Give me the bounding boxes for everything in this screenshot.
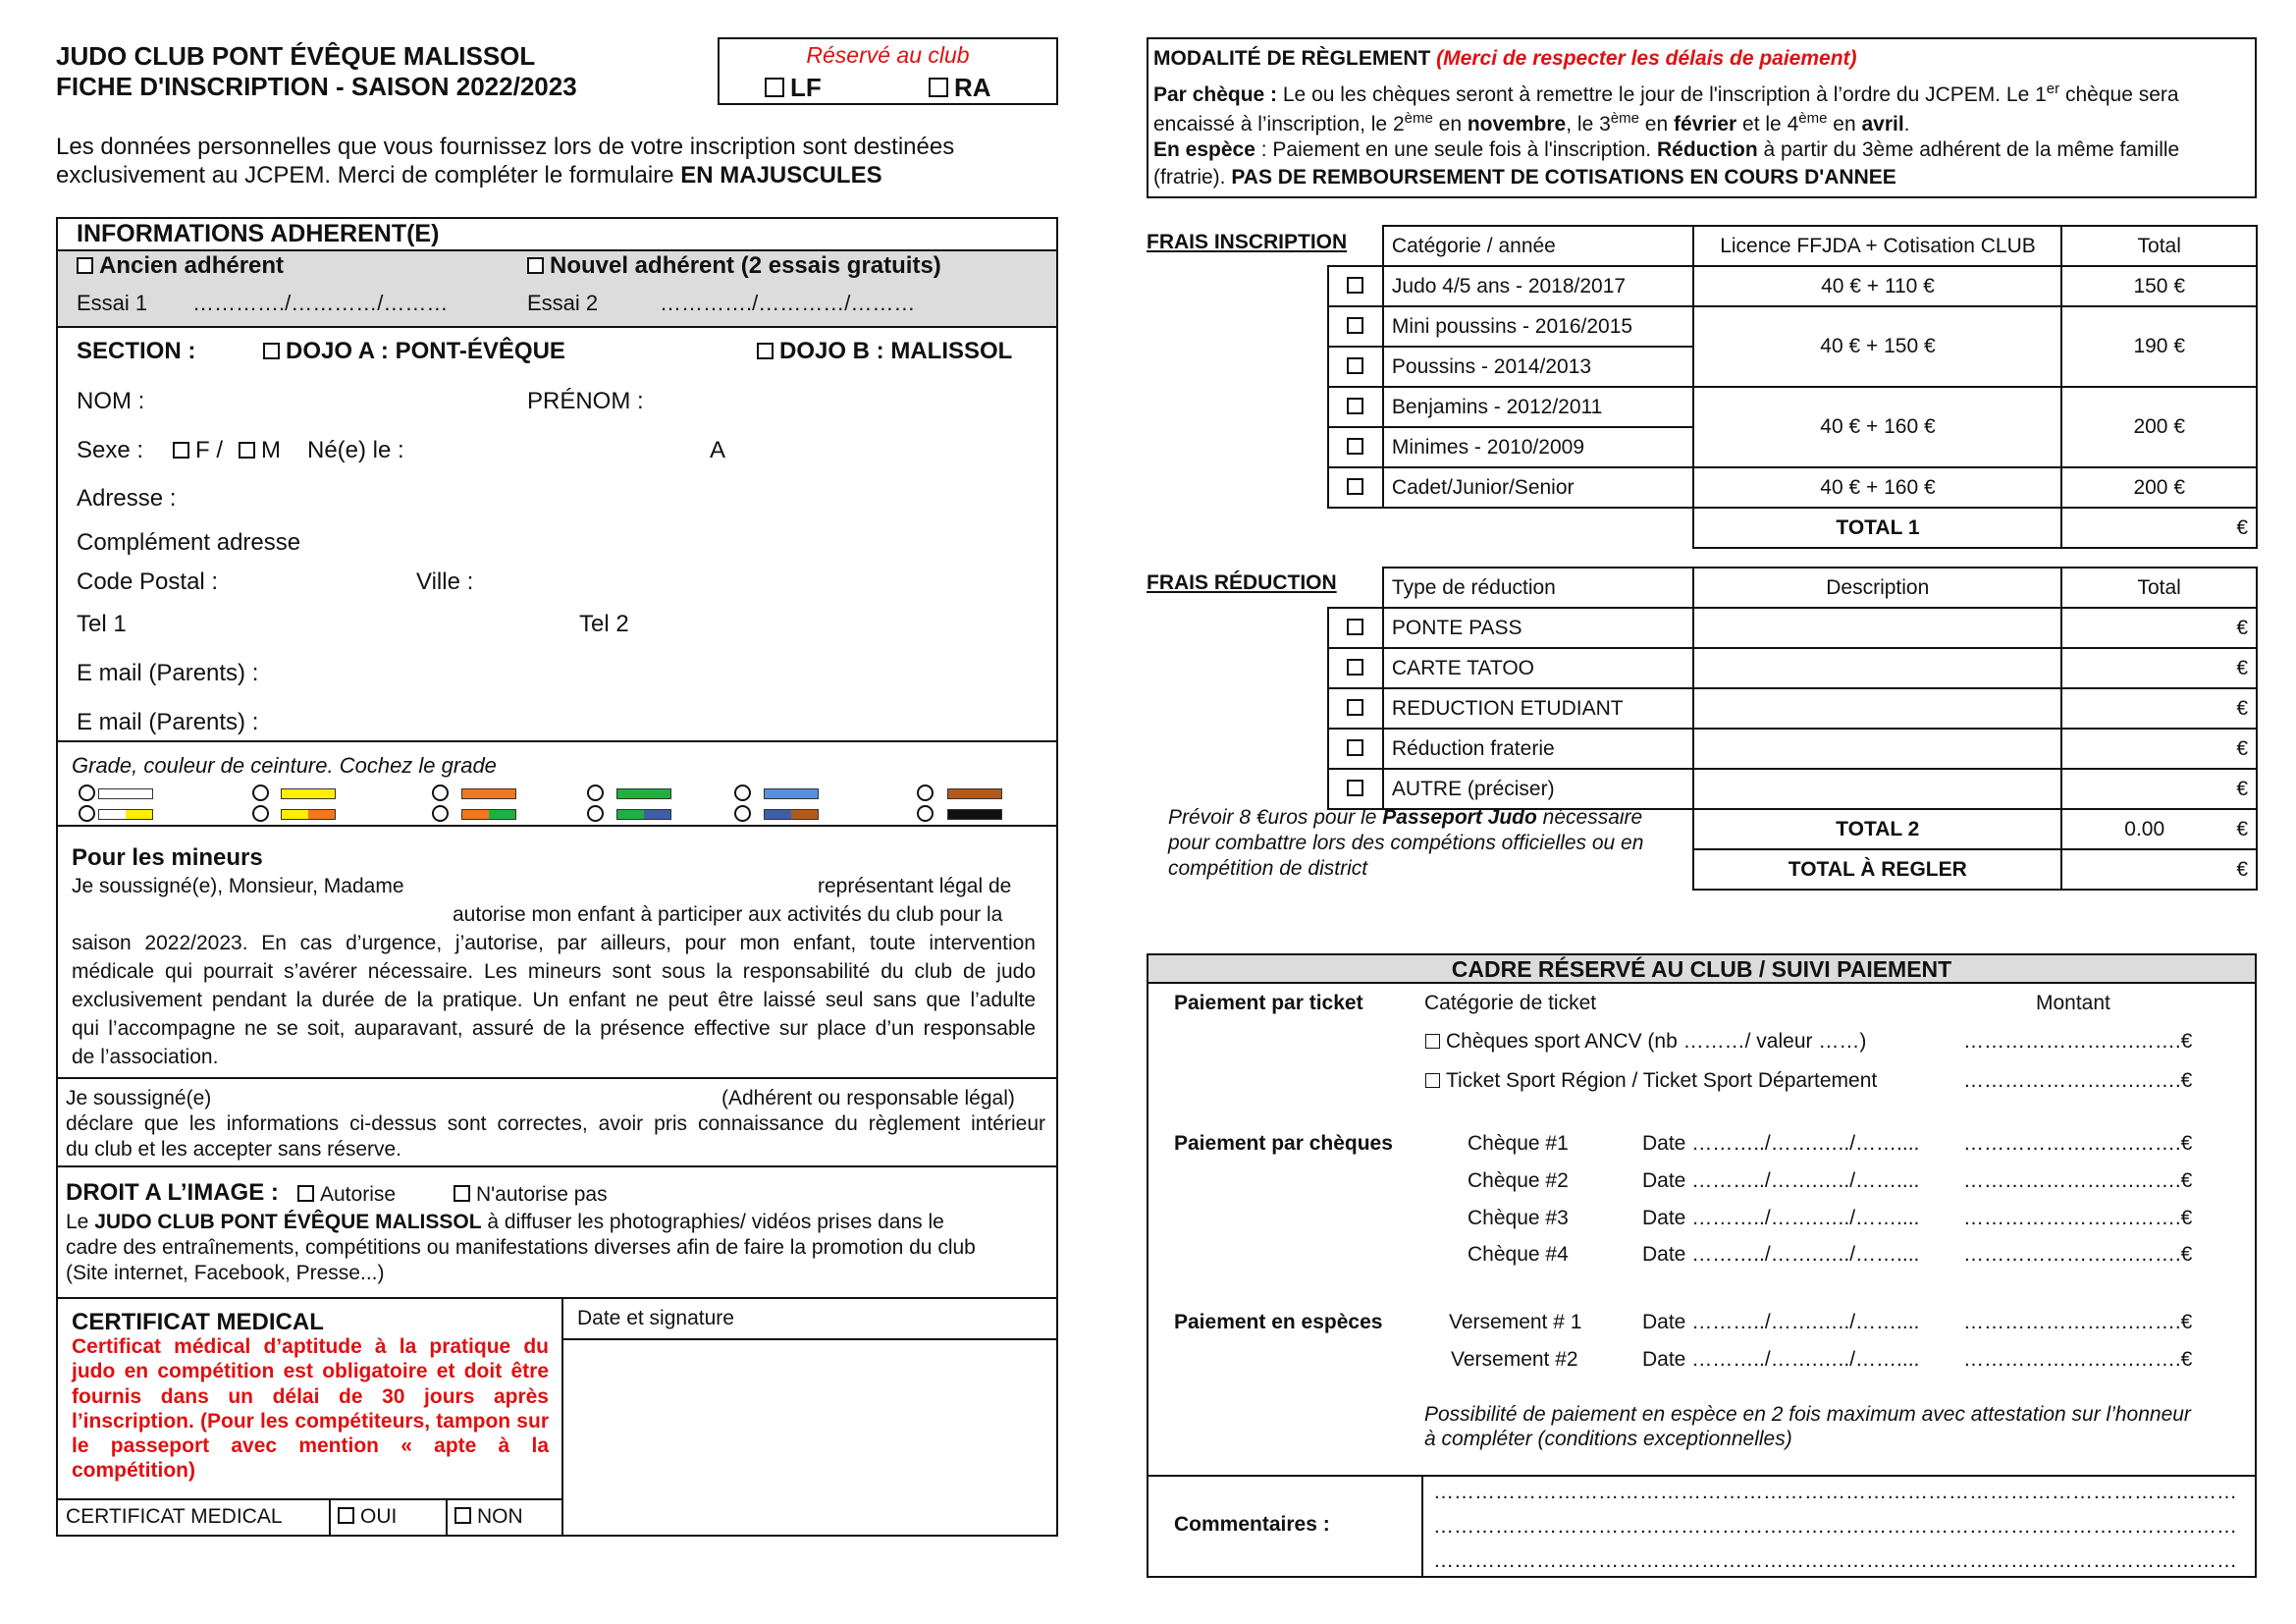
mineurs-line-1a: Je soussigné(e), Monsieur, Madame <box>72 875 404 897</box>
description-cell[interactable] <box>1693 729 2061 769</box>
cheque-3-amount[interactable]: …………………….…….€ <box>1963 1207 2193 1229</box>
header-description: Description <box>1693 568 2061 608</box>
cheque-3-label: Chèque #3 <box>1468 1207 1569 1229</box>
certificat-footer-label: CERTIFICAT MEDICAL <box>66 1505 283 1528</box>
region-amount[interactable]: …………………….…….€ <box>1963 1069 2193 1092</box>
mineurs-line-2: autorise mon enfant à participer aux activités du club pour la <box>453 903 1003 926</box>
belt-swatch <box>98 788 153 799</box>
decl-line-3: du club et les accepter sans réserve. <box>66 1138 402 1161</box>
category-cell: Cadet/Junior/Senior <box>1383 467 1694 508</box>
image-line-1: Le JUDO CLUB PONT ÉVÊQUE MALISSOL à diffuser les photographies/ vidéos prises dans le <box>66 1211 944 1233</box>
reduction-total-cell[interactable]: € <box>2061 729 2257 769</box>
belt-swatch <box>616 809 671 820</box>
ticket-label: Paiement par ticket <box>1174 992 1363 1014</box>
essai2-label: Essai 2 <box>527 291 599 315</box>
ra-checkbox[interactable] <box>929 78 948 97</box>
dojo-b-option[interactable]: DOJO B : MALISSOL <box>757 338 1012 365</box>
belt-swatch <box>281 788 336 799</box>
nouvel-option[interactable]: Nouvel adhérent (2 essais gratuits) <box>527 252 941 280</box>
mineurs-line-5: exclusivement pendant la durée de la pratique. Un enfant ne peut être laissé seul sans que l’adulte <box>72 989 1036 1011</box>
frais-reduction-label: FRAIS RÉDUCTION <box>1147 571 1337 594</box>
description-cell[interactable] <box>1693 688 2061 729</box>
image-line-3: (Site internet, Facebook, Presse...) <box>66 1262 385 1284</box>
adherent-title: INFORMATIONS ADHERENT(E) <box>77 220 440 247</box>
passeport-note-3: compétition de district <box>1168 857 1368 880</box>
email1-label: E mail (Parents) : <box>77 660 259 686</box>
autorise-option[interactable]: Autorise <box>297 1183 396 1207</box>
ancien-checkbox[interactable] <box>77 257 93 274</box>
belt-swatch <box>764 809 819 820</box>
tel1-label: Tel 1 <box>77 611 127 637</box>
category-cell: Benjamins - 2012/2011 <box>1383 387 1694 427</box>
autorise-checkbox[interactable] <box>297 1185 314 1202</box>
versement-1-label: Versement # 1 <box>1449 1311 1582 1333</box>
reduction-type-cell: AUTRE (préciser) <box>1383 769 1693 809</box>
reduction-type-cell: REDUCTION ETUDIANT <box>1383 688 1693 729</box>
f-checkbox[interactable] <box>173 442 189 459</box>
mineurs-line-4: médicale qui pourrait s’avérer nécessaire. Les mineurs sont sous la responsabilité du club de judo <box>72 960 1036 983</box>
belt-swatch <box>947 809 1002 820</box>
total1-label: TOTAL 1 <box>1693 508 2061 548</box>
decl-line-1b: (Adhérent ou responsable légal) <box>721 1087 1015 1110</box>
lf-checkbox[interactable] <box>765 78 784 97</box>
reglement-line-1: Par chèque : Le ou les chèques seront à remettre le jour de l'inscription à l’ordre du JCPEM. Le 1er chèque sera <box>1153 81 2179 106</box>
licence-cell: 40 € + 110 € <box>1693 266 2061 306</box>
oui-checkbox[interactable] <box>338 1507 354 1524</box>
intro-line-2: exclusivement au JCPEM. Merci de compléter le formulaire EN MAJUSCULES <box>56 162 882 189</box>
belt-swatch <box>461 809 516 820</box>
total2-value[interactable]: 0.00 € <box>2061 809 2257 849</box>
montant-header: Montant <box>2036 992 2110 1014</box>
inscription-row-checkbox[interactable] <box>1328 306 1383 347</box>
signature-area[interactable] <box>577 1341 1056 1496</box>
versement-1-date[interactable]: Date ………../…….…../…….... <box>1642 1311 1920 1333</box>
reduction-total-cell[interactable]: € <box>2061 769 2257 809</box>
versement-2-date[interactable]: Date ………../…….…../…….... <box>1642 1348 1920 1371</box>
total-cell: 150 € <box>2061 266 2257 306</box>
image-line-2: cadre des entraînements, compétitions ou manifestations diverses afin de faire la promotion du club <box>66 1236 976 1259</box>
naissance-label: Né(e) le : <box>307 437 404 463</box>
cheque-3-date[interactable]: Date ………../…….…../…….... <box>1642 1207 1920 1229</box>
nouvel-checkbox[interactable] <box>527 257 544 274</box>
inscription-row-checkbox[interactable] <box>1328 347 1383 387</box>
sexe-m-option[interactable]: M <box>239 437 281 464</box>
reserve-label: Réservé au club <box>806 42 970 68</box>
category-cell: Poussins - 2014/2013 <box>1383 347 1694 387</box>
dojo-a-checkbox[interactable] <box>263 343 280 359</box>
inscription-row-checkbox[interactable] <box>1328 266 1383 306</box>
reduction-row-checkbox[interactable] <box>1328 688 1383 729</box>
cheque-4-label: Chèque #4 <box>1468 1243 1569 1266</box>
especes-note-2: à compléter (conditions exceptionnelles) <box>1424 1428 1792 1450</box>
header-total: Total <box>2061 226 2257 266</box>
versement-1-amount[interactable]: …………………….…….€ <box>1963 1311 2193 1333</box>
total-cell: 200 € <box>2061 387 2257 467</box>
belt-swatch <box>947 788 1002 799</box>
commentaire-line-3[interactable]: ……………………………………………………………………………………………………… <box>1433 1549 2237 1572</box>
grade-radio[interactable] <box>587 785 604 801</box>
ancien-option[interactable]: Ancien adhérent <box>77 252 284 280</box>
header-total: Total <box>2061 568 2257 608</box>
reglement-line-3: En espèce : Paiement en une seule fois à l'inscription. Réduction à partir du 3ème adhérent de la même famille <box>1153 138 2180 161</box>
dojo-a-option[interactable]: DOJO A : PONT-ÉVÊQUE <box>263 338 565 365</box>
cheque-4-date[interactable]: Date ………../…….…../…….... <box>1642 1243 1920 1266</box>
licence-cell: 40 € + 160 € <box>1693 387 2061 467</box>
grade-radio[interactable] <box>734 785 751 801</box>
belt-swatch <box>764 788 819 799</box>
commentaire-line-2[interactable]: ……………………………………………………………………………………………………… <box>1433 1515 2237 1538</box>
inscription-row-checkbox[interactable] <box>1328 387 1383 427</box>
reduction-total-cell[interactable]: € <box>2061 688 2257 729</box>
certif-non-option[interactable]: NON <box>454 1505 523 1529</box>
cp-label: Code Postal : <box>77 568 219 595</box>
cheque-2-label: Chèque #2 <box>1468 1169 1569 1192</box>
especes-note-1: Possibilité de paiement en espèce en 2 fois maximum avec attestation sur l’honneur <box>1424 1403 2191 1426</box>
description-cell[interactable] <box>1693 608 2061 648</box>
mineurs-line-7: de l’association. <box>72 1046 219 1068</box>
non-checkbox[interactable] <box>454 1507 471 1524</box>
mineurs-title: Pour les mineurs <box>72 844 263 871</box>
nom-label: NOM : <box>77 388 145 414</box>
complement-label: Complément adresse <box>77 529 301 556</box>
licence-cell: 40 € + 160 € <box>1693 467 2061 508</box>
reduction-total-cell[interactable]: € <box>2061 648 2257 688</box>
grade-radio[interactable] <box>432 785 449 801</box>
description-cell[interactable] <box>1693 648 2061 688</box>
mineurs-line-3: saison 2022/2023. En cas d’urgence, j’autorise, par ailleurs, pour mon enfant, toute intervention <box>72 932 1036 954</box>
header-licence: Licence FFJDA + Cotisation CLUB <box>1693 226 2061 266</box>
belt-swatch <box>461 788 516 799</box>
region-option[interactable]: Ticket Sport Région / Ticket Sport Département <box>1425 1069 1877 1093</box>
versement-2-label: Versement #2 <box>1451 1348 1578 1371</box>
reduction-type-cell: Réduction fraterie <box>1383 729 1693 769</box>
form-title: JUDO CLUB PONT ÉVÊQUE MALISSOL <box>56 41 536 71</box>
cheque-1-amount[interactable]: …………………….…….€ <box>1963 1132 2193 1155</box>
reduction-row-checkbox[interactable] <box>1328 729 1383 769</box>
category-cell: Judo 4/5 ans - 2018/2017 <box>1383 266 1694 306</box>
sexe-label: Sexe : <box>77 437 144 463</box>
decl-line-1a: Je soussigné(e) <box>66 1087 212 1110</box>
especes-label: Paiement en espèces <box>1174 1311 1383 1333</box>
licence-cell: 40 € + 150 € <box>1693 306 2061 387</box>
nautorise-option[interactable]: N'autorise pas <box>454 1183 608 1207</box>
belt-swatch <box>616 788 671 799</box>
date-signature-label: Date et signature <box>577 1307 734 1329</box>
certificat-title: CERTIFICAT MEDICAL <box>72 1309 324 1335</box>
intro-line-1: Les données personnelles que vous fournissez lors de votre inscription sont destinées <box>56 134 955 160</box>
mineurs-line-1b: représentant légal de <box>818 875 1012 897</box>
certif-oui-option[interactable]: OUI <box>338 1505 397 1529</box>
image-title: DROIT A L’IMAGE : <box>66 1179 279 1206</box>
grade-radio[interactable] <box>79 805 95 822</box>
grade-radio[interactable] <box>587 805 604 822</box>
description-cell[interactable] <box>1693 769 2061 809</box>
grade-radio[interactable] <box>432 805 449 822</box>
belt-swatch <box>98 809 153 820</box>
belt-swatch <box>281 809 336 820</box>
grade-radio[interactable] <box>252 805 269 822</box>
ancv-amount[interactable]: …………………….…….€ <box>1963 1030 2193 1053</box>
form-subtitle: FICHE D'INSCRIPTION - SAISON 2022/2023 <box>56 72 577 101</box>
dojo-b-checkbox[interactable] <box>757 343 774 359</box>
header-type: Type de réduction <box>1383 568 1693 608</box>
commentaires-label: Commentaires : <box>1174 1513 1330 1536</box>
reglement-title: MODALITÉ DE RÈGLEMENT (Merci de respecter les délais de paiement) <box>1153 47 1857 70</box>
total-regler-value[interactable]: € <box>2061 849 2257 890</box>
category-cell: Minimes - 2010/2009 <box>1383 427 1694 467</box>
cheque-4-amount[interactable]: …………………….…….€ <box>1963 1243 2193 1266</box>
suivi-title: CADRE RÉSERVÉ AU CLUB / SUIVI PAIEMENT <box>1148 955 2255 984</box>
reglement-line-2: encaissé à l’inscription, le 2ème en novembre, le 3ème en février et le 4ème en avril. <box>1153 110 1910 135</box>
passeport-note-2: pour combattre lors des compétions officielles ou en <box>1168 832 1644 854</box>
mineurs-line-6: qui l’accompagne ne se soit, auparavant, assuré de la présence effective sur place d’un responsable <box>72 1017 1036 1040</box>
ancv-option[interactable]: Chèques sport ANCV (nb ………/ valeur ……) <box>1425 1030 1866 1054</box>
prenom-label: PRÉNOM : <box>527 388 644 414</box>
grade-radio[interactable] <box>917 805 934 822</box>
ville-label: Ville : <box>416 568 474 595</box>
passeport-note-1: Prévoir 8 €uros pour le Passeport Judo nécessaire <box>1168 806 1643 829</box>
total2-label: TOTAL 2 <box>1693 809 2061 849</box>
frais-inscription-table <box>1327 225 2258 549</box>
grade-title: Grade, couleur de ceinture. Cochez le grade <box>72 753 497 778</box>
reduction-row-checkbox[interactable] <box>1328 769 1383 809</box>
grade-radio[interactable] <box>734 805 751 822</box>
commentaire-line-1[interactable]: ……………………………………………………………………………………………………… <box>1433 1481 2237 1503</box>
total-cell: 200 € <box>2061 467 2257 508</box>
total-cell: 190 € <box>2061 306 2257 387</box>
sexe-f-option[interactable]: F / <box>173 437 223 464</box>
reduction-type-cell: CARTE TATOO <box>1383 648 1693 688</box>
header-categorie: Catégorie / année <box>1383 226 1694 266</box>
inscription-row-checkbox[interactable] <box>1328 427 1383 467</box>
cheques-label: Paiement par chèques <box>1174 1132 1393 1155</box>
lf-option[interactable]: LF <box>765 73 822 103</box>
reglement-line-4: (fratrie). PAS DE REMBOURSEMENT DE COTISATIONS EN COURS D'ANNEE <box>1153 166 1896 189</box>
section-label: SECTION : <box>77 338 196 364</box>
versement-2-amount[interactable]: …………………….…….€ <box>1963 1348 2193 1371</box>
grade-radio[interactable] <box>79 785 95 801</box>
reduction-type-cell: PONTE PASS <box>1383 608 1693 648</box>
essai1-field[interactable]: …………./…………/……… <box>192 291 449 315</box>
reduction-row-checkbox[interactable] <box>1328 608 1383 648</box>
total1-value[interactable]: € <box>2061 508 2257 548</box>
email2-label: E mail (Parents) : <box>77 709 259 735</box>
decl-line-2: déclare que les informations ci-dessus sont correctes, avoir pris connaissance du règlement intérieur <box>66 1112 1045 1135</box>
reserve-box <box>718 37 1058 105</box>
cheque-2-date[interactable]: Date ………../…….…../…….... <box>1642 1169 1920 1192</box>
cheque-1-label: Chèque #1 <box>1468 1132 1569 1155</box>
cat-ticket-header: Catégorie de ticket <box>1424 992 1597 1014</box>
reduction-total-cell[interactable]: € <box>2061 608 2257 648</box>
category-cell: Mini poussins - 2016/2015 <box>1383 306 1694 347</box>
grade-radio[interactable] <box>917 785 934 801</box>
frais-inscription-label: FRAIS INSCRIPTION <box>1147 231 1348 253</box>
grade-radio[interactable] <box>252 785 269 801</box>
m-checkbox[interactable] <box>239 442 255 459</box>
essai1-label: Essai 1 <box>77 291 148 315</box>
adresse-label: Adresse : <box>77 485 177 512</box>
certificat-text: Certificat médical d’aptitude à la pratique du judo en compétition est obligatoire et doit être fournis dans un délai de 30 jours après l’inscription. (Pour les compétiteurs, tampon sur le passeport avec mention « apte à la compétition) <box>72 1335 549 1483</box>
reduction-row-checkbox[interactable] <box>1328 648 1383 688</box>
total-regler-label: TOTAL À REGLER <box>1693 849 2061 890</box>
ra-option[interactable]: RA <box>929 73 991 103</box>
cheque-2-amount[interactable]: …………………….…….€ <box>1963 1169 2193 1192</box>
tel2-label: Tel 2 <box>579 611 629 637</box>
essai2-field[interactable]: …………./…………/……… <box>660 291 916 315</box>
nautorise-checkbox[interactable] <box>454 1185 470 1202</box>
cheque-1-date[interactable]: Date ………../…….…../…….... <box>1642 1132 1920 1155</box>
lieu-label: A <box>710 437 726 463</box>
inscription-row-checkbox[interactable] <box>1328 467 1383 508</box>
